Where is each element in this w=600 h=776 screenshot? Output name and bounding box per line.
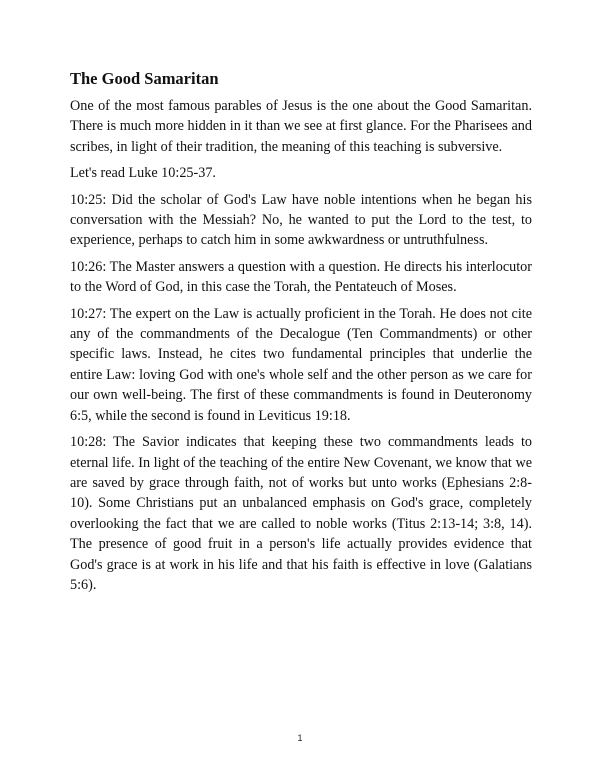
paragraph-verse-10-27: 10:27: The expert on the Law is actually proficient in the Torah. He does not cite any of the commandments of the Decalogue (Ten Commandments) or other specific laws. Instead, he cites two fundamental principles that underlie the entire Law: loving God with one's whole self and the other person as we care for our own well-being. The first of these commandments is found in Deuteronomy 6:5, while the second is found in Leviticus 19:18.	[70, 305, 532, 424]
paragraph-intro: One of the most famous parables of Jesus is the one about the Good Samaritan. There is much more hidden in it than we see at first glance. For the Pharisees and scribes, in light of their tradition, the meaning of this teaching is subversive.	[70, 98, 532, 155]
page-number: 1	[297, 733, 303, 743]
paragraph-verse-10-25: 10:25: Did the scholar of God's Law have noble intentions when he began his conversation with the Messiah? No, he wanted to put the Lord to the test, to experience, perhaps to catch him in some awkwardness or untruthfulness.	[70, 191, 532, 249]
paragraph-scripture-reference: Let's read Luke 10:25-37.	[70, 165, 216, 182]
paragraph-verse-10-28: 10:28: The Savior indicates that keeping these two commandments leads to eternal life. In light of the teaching of the entire New Covenant, we know that we are saved by grace through faith, not of works but unto works (Ephesians 2:8-10). Some Christians put an unbalanced emphasis on God's grace, completely overlooking the fact that we are called to noble works (Titus 2:13-14; 3:8, 14). The presence of good fruit in a person's life actually provides evidence that God's grace is at work in his life and that his faith is effective in love (Galatians 5:6).	[70, 434, 532, 593]
page-title: The Good Samaritan	[70, 69, 219, 88]
page-content	[70, 68, 532, 601]
paragraph-verse-10-26: 10:26: The Master answers a question with a question. He directs his interlocutor to the Word of God, in this case the Torah, the Pentateuch of Moses.	[70, 258, 532, 296]
